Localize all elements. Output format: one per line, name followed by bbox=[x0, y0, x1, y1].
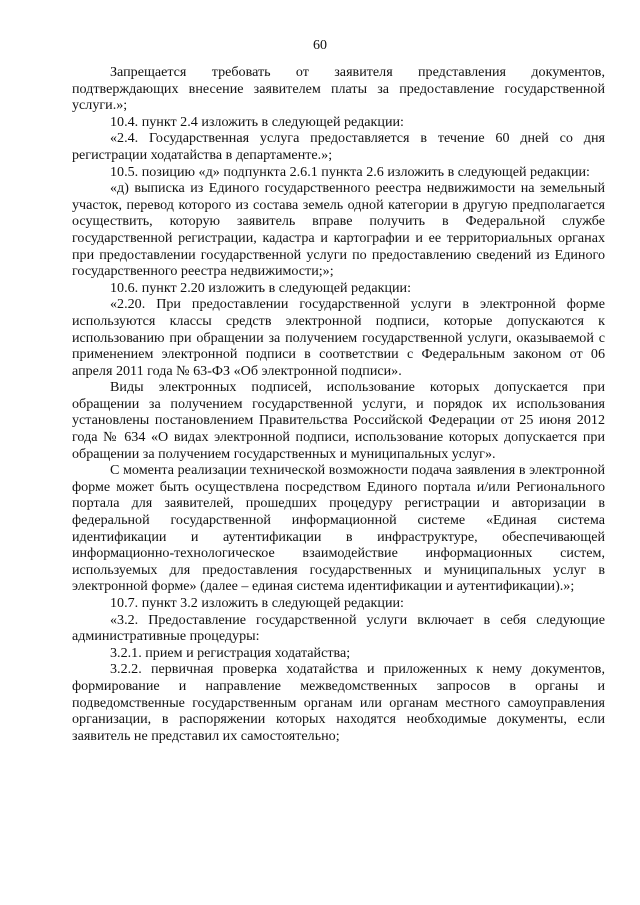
paragraph-fee-documents: Запрещается требовать от заявителя представления документов, подтверждающих внесение заявителем платы за предоставление государственной услуги.»; bbox=[72, 64, 605, 114]
paragraph-2-4: «2.4. Государственная услуга предоставляется в течение 60 дней со дня регистрации ходатайства в департаменте.»; bbox=[72, 130, 605, 163]
paragraph-10-5: 10.5. позицию «д» подпункта 2.6.1 пункта 2.6 изложить в следующей редакции: bbox=[110, 163, 590, 180]
page-number: 60 bbox=[313, 38, 327, 53]
paragraph-item-d: «д) выписка из Единого государственного реестра недвижимости на земельный участок, перевод которого из состава земель одной категории в другую предполагается осуществить, которую заявитель вправе получить в Федеральной службе государственной регистрации, кадастра и картографии и ее территориальных органах при предоставлении государственной услуги по предоставлению сведений из Единого государственного реестра недвижимости;»; bbox=[72, 180, 605, 280]
paragraph-3-2-2: 3.2.2. первичная проверка ходатайства и приложенных к нему документов, формирование и направление межведомственных запросов в органы и подведомственные государственным органам или органам местного самоуправления организации, в распоряжении которых находятся необходимые документы, если заявитель не представил их самостоятельно; bbox=[72, 661, 605, 744]
paragraph-signature-types: Виды электронных подписей, использование которых допускается при обращении за получением государственной услуги, и порядок их использования установлены постановлением Правительства Российской Федерации от 25 июня 2012 года № 634 «О видах электронной подписи, использование которых допускается при обращении за получением государственных и муниципальных услуг». bbox=[72, 379, 605, 462]
paragraph-3-2-1: 3.2.1. прием и регистрация ходатайства; bbox=[110, 644, 351, 661]
paragraph-10-7: 10.7. пункт 3.2 изложить в следующей редакции: bbox=[110, 595, 404, 611]
paragraph-10-4: 10.4. пункт 2.4 изложить в следующей редакции: bbox=[110, 113, 404, 130]
paragraph-10-6: 10.6. пункт 2.20 изложить в следующей редакции: bbox=[110, 279, 411, 296]
paragraph-3-2: «3.2. Предоставление государственной услуги включает в себя следующие административные процедуры: bbox=[72, 611, 605, 645]
paragraph-electronic-submission: С момента реализации технической возможности подача заявления в электронной форме может быть осуществлена посредством Единого портала и/или Регионального портала для заявителей, прошедших процедуру регистрации и авторизации в федеральной государственной информационной системе «Единая система идентификации и аутентификации в инфраструктуре, обеспечивающей информационно-технологическое взаимодействие информационных систем, используемых для предоставления государственных и муниципальных услуг в электронной форме» (далее – единая система идентификации и аутентификации).»; bbox=[72, 462, 605, 595]
document-body bbox=[72, 64, 605, 744]
paragraph-2-20: «2.20. При предоставлении государственной услуги в электронной форме используются классы средств электронной подписи, которые допускаются к использованию при обращении за получением государственной услуги, оказываемой с применением электронной подписи в соответствии с Федеральным законом от 06 апреля 2011 года № 63-ФЗ «Об электронной подписи». bbox=[72, 296, 605, 379]
